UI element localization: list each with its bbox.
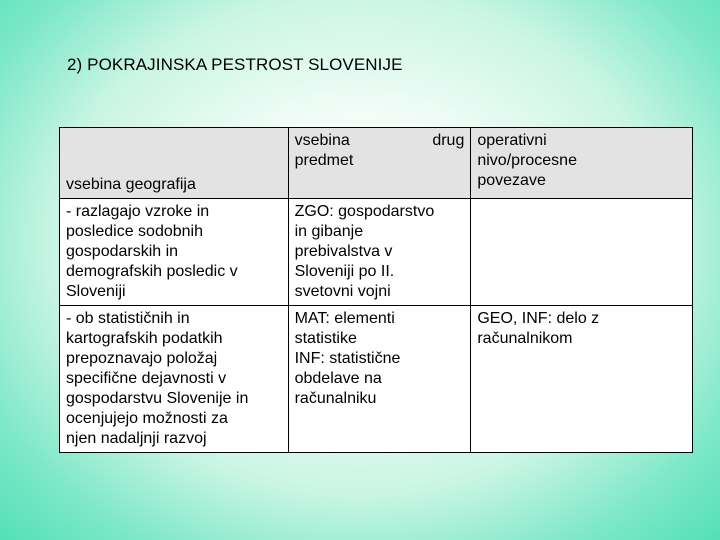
header-operational-label: operativni nivo/procesne povezave (477, 132, 577, 189)
cell-text: - razlagajo vzroke in posledice sodobnih gospodarskih in demografskih posledic v Sloveniji (66, 203, 238, 300)
header-other-subject (288, 128, 471, 199)
cell-text: ZGO: gospodarstvo in gibanje prebivalstva v Sloveniji po II. svetovni vojni (294, 203, 435, 300)
header-operational-level (471, 128, 693, 199)
table-cell (471, 306, 693, 453)
header-geography-label: vsebina geografija (66, 176, 196, 193)
slide-title: 2) POKRAJINSKA PESTROST SLOVENIJE (67, 55, 403, 74)
table-cell (288, 306, 471, 453)
table-cell (60, 306, 289, 453)
table-row (60, 306, 693, 453)
cell-text: - ob statističnih in kartografskih podatkih prepoznavajo položaj specifične dejavnosti v gospodarstvu Slovenije in ocenjujejo možnosti za njen nadaljnji razvoj (66, 310, 249, 447)
table-row (60, 199, 693, 306)
cell-text: GEO, INF: delo z računalnikom (477, 310, 600, 347)
cell-text: MAT: elementi statistike INF: statistične obdelave na računalniku (294, 310, 401, 407)
table-header-row (60, 128, 693, 199)
header-other-subject-word3: predmet (294, 152, 354, 169)
header-geography-content (60, 128, 289, 199)
curriculum-table (59, 127, 693, 453)
table-cell (288, 199, 471, 306)
header-other-subject-line (295, 131, 465, 151)
header-other-subject-word2: drug (432, 132, 465, 149)
header-other-subject-word1: vsebina (294, 132, 350, 149)
table-cell (471, 199, 693, 306)
table-cell (60, 199, 289, 306)
